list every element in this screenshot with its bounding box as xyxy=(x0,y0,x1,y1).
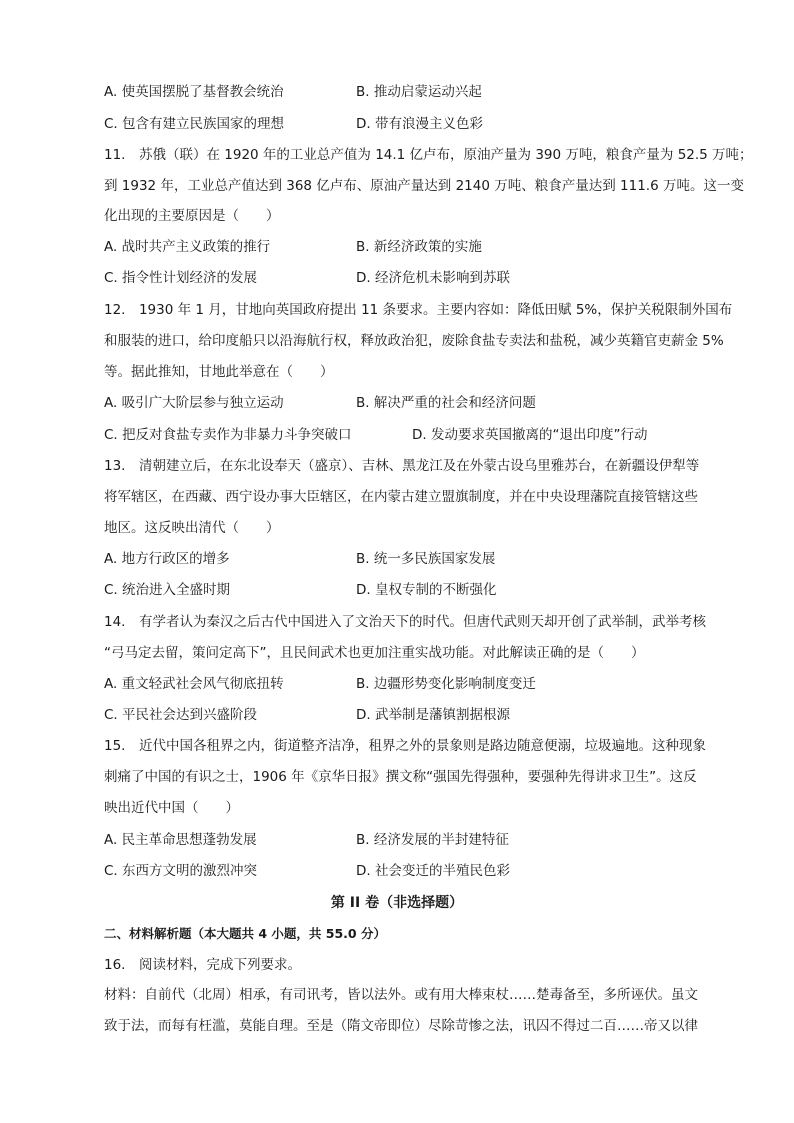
q15-stem-line1: 15. 近代中国各租界之内，街道整齐洁净，租界之外的景象则是路边随意便溺，垃圾遍地。这种现象 xyxy=(104,738,706,754)
q12-stem-line3: 等。据此推知，甘地此举意在（ ） xyxy=(104,364,334,380)
q14-stem-line1: 14. 有学者认为秦汉之后古代中国进入了文治天下的时代。但唐代武则天却开创了武举制，武举考核 xyxy=(104,614,706,630)
q12-stem-line1: 12. 1930 年 1 月，甘地向英国政府提出 11 条要求。主要内容如：降低田赋 5%，保护关税限制外国布 xyxy=(104,302,733,318)
q16-material-line1: 材料：自前代（北周）相承，有司讯考，皆以法外。或有用大棒束杖……楚毒备至，多所诬伏。虽文 xyxy=(104,987,698,1003)
q11-option-d: D. 经济危机未影响到苏联 xyxy=(356,270,510,286)
q13-option-b: B. 统一多民族国家发展 xyxy=(356,551,496,567)
q14-stem-line2: “弓马定去留，策问定高下”，且民间武术也更加注重实战功能。对此解读正确的是（ ） xyxy=(104,645,645,661)
q13-option-c: C. 统治进入全盛时期 xyxy=(104,582,231,598)
q16-stem-line1: 16. 阅读材料，完成下列要求。 xyxy=(104,957,301,973)
q10-option-d: D. 带有浪漫主义色彩 xyxy=(356,116,483,132)
q11-stem-line2: 到 1932 年，工业总产值达到 368 亿卢布、原油产量达到 2140 万吨、粮食产量达到 111.6 万吨。这一变 xyxy=(104,178,744,194)
q14-option-a: A. 重文轻武社会风气彻底扭转 xyxy=(104,676,284,692)
q15-stem-line3: 映出近代中国（ ） xyxy=(104,800,239,816)
q15-option-c: C. 东西方文明的激烈冲突 xyxy=(104,863,258,879)
q14-option-b: B. 边疆形势变化影响制度变迁 xyxy=(356,676,536,692)
q11-option-c: C. 指令性计划经济的发展 xyxy=(104,270,258,286)
q13-stem-line3: 地区。这反映出清代（ ） xyxy=(104,520,280,536)
q13-stem-line1: 13. 清朝建立后，在东北设奉天（盛京）、吉林、黑龙江及在外蒙古设乌里雅苏台，在新疆设伊犁等 xyxy=(104,458,700,474)
q14-option-c: C. 平民社会达到兴盛阶段 xyxy=(104,707,258,723)
q12-option-c: C. 把反对食盐专卖作为非暴力斗争突破口 xyxy=(104,427,352,443)
q11-stem-line3: 化出现的主要原因是（ ） xyxy=(104,208,280,224)
q11-option-a: A. 战时共产主义政策的推行 xyxy=(104,239,271,255)
q13-option-d: D. 皇权专制的不断强化 xyxy=(356,582,497,598)
q13-stem-line2: 将军辖区，在西藏、西宁设办事大臣辖区，在内蒙古建立盟旗制度，并在中央设理藩院直接管辖这些 xyxy=(104,489,698,505)
q12-stem-line2: 和服装的进口，给印度船只以沿海航行权，释放政治犯，废除食盐专卖法和盐税，减少英籍官吏薪金 5% xyxy=(104,333,724,349)
q11-stem-line1: 11. 苏俄（联）在 1920 年的工业总产值为 14.1 亿卢布，原油产量为 390 万吨，粮食产量为 52.5 万吨； xyxy=(104,147,753,163)
part-title: 二、材料解析题（本大题共 4 小题，共 55.0 分） xyxy=(104,926,386,941)
q12-option-d: D. 发动要求英国撤离的“退出印度”行动 xyxy=(412,427,648,443)
q13-option-a: A. 地方行政区的增多 xyxy=(104,551,230,567)
q15-option-a: A. 民主革命思想蓬勃发展 xyxy=(104,832,257,848)
q14-option-d: D. 武举制是藩镇割据根源 xyxy=(356,707,510,723)
q10-option-b: B. 推动启蒙运动兴起 xyxy=(356,84,482,100)
q15-option-d: D. 社会变迁的半殖民色彩 xyxy=(356,863,510,879)
q12-option-a: A. 吸引广大阶层参与独立运动 xyxy=(104,395,284,411)
volume-title: 第 II 卷（非选择题） xyxy=(330,895,464,911)
q12-option-b: B. 解决严重的社会和经济问题 xyxy=(356,395,536,411)
q11-option-b: B. 新经济政策的实施 xyxy=(356,239,482,255)
q15-option-b: B. 经济发展的半封建特征 xyxy=(356,832,509,848)
q10-option-c: C. 包含有建立民族国家的理想 xyxy=(104,116,285,132)
q15-stem-line2: 刺痛了中国的有识之士，1906 年《京华日报》撰文称“强国先得强种，要强种先得讲求卫生”。这反 xyxy=(104,769,697,785)
q16-material-line2: 致于法，而每有枉滥，莫能自理。至是（隋文帝即位）尽除苛惨之法，讯囚不得过二百……帝又以律 xyxy=(104,1018,698,1034)
q10-option-a: A. 使英国摆脱了基督教会统治 xyxy=(104,84,284,100)
